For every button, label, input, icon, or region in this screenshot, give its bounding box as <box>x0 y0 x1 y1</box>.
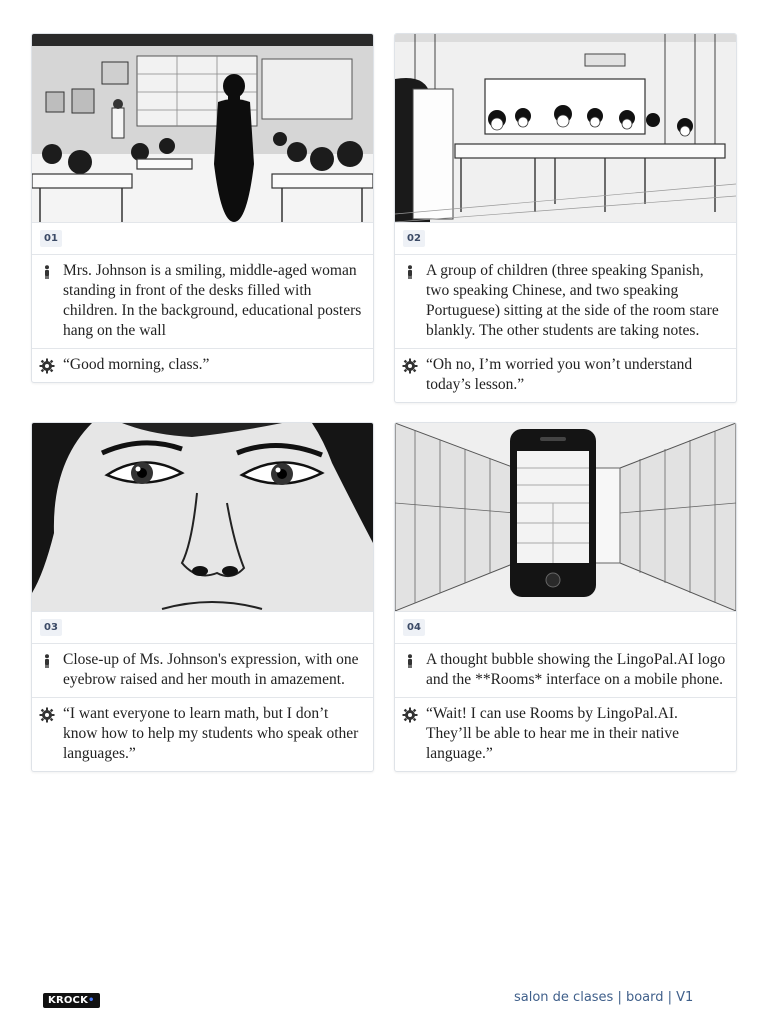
storyboard-panel-04 <box>394 422 737 772</box>
panel-image <box>395 34 736 223</box>
gear-icon <box>39 358 55 374</box>
panel-number-row <box>395 223 736 255</box>
panel-description <box>32 255 373 349</box>
person-icon <box>39 653 55 669</box>
phone-in-hallway-illustration <box>395 423 736 611</box>
panel-number-row <box>32 612 373 644</box>
person-icon <box>39 264 55 280</box>
krock-logo <box>43 993 100 1008</box>
board-meta: salon de clases | board | V1 <box>514 990 694 1005</box>
gear-icon <box>39 707 55 723</box>
description-text: Mrs. Johnson is a smiling, middle-aged woman standing in front of the desks filled with children. In the background, educational posters hang on the wall <box>63 262 362 339</box>
panel-number: 02 <box>403 230 425 247</box>
panel-description <box>32 644 373 698</box>
person-icon <box>402 653 418 669</box>
storyboard-panel-03 <box>31 422 374 772</box>
panel-number: 04 <box>403 619 425 636</box>
storyboard-panel-02 <box>394 33 737 403</box>
description-text: A group of children (three speaking Spanish, two speaking Chinese, and two speaking Portuguese) sitting at the side of the room stare blankly. The other students are taking notes. <box>426 262 719 339</box>
storyboard-panel-01 <box>31 33 374 383</box>
description-text: Close-up of Ms. Johnson's expression, with one eyebrow raised and her mouth in amazement. <box>63 651 359 688</box>
panel-description <box>395 644 736 698</box>
person-icon <box>402 264 418 280</box>
panel-image <box>395 423 736 612</box>
panel-number-row <box>32 223 373 255</box>
dialogue-text: “Good morning, class.” <box>63 356 210 373</box>
panel-dialogue <box>32 698 373 771</box>
logo-text: KROCK <box>48 995 89 1006</box>
description-text: A thought bubble showing the LingoPal.AI logo and the **Rooms* interface on a mobile phone. <box>426 651 726 688</box>
seated-children-illustration <box>395 34 736 222</box>
panel-dialogue <box>32 349 373 382</box>
dialogue-text: “I want everyone to learn math, but I don’t know how to help my students who speak other languages.” <box>63 705 359 762</box>
face-closeup-illustration <box>32 423 373 611</box>
logo-dot: • <box>88 995 95 1006</box>
panel-image <box>32 423 373 612</box>
panel-image <box>32 34 373 223</box>
dialogue-text: “Oh no, I’m worried you won’t understand today’s lesson.” <box>426 356 693 393</box>
classroom-teacher-illustration <box>32 34 373 222</box>
gear-icon <box>402 358 418 374</box>
panel-description <box>395 255 736 349</box>
panel-number: 01 <box>40 230 62 247</box>
dialogue-text: “Wait! I can use Rooms by LingoPal.AI. They’ll be able to hear me in their native language.” <box>426 705 680 762</box>
panel-number: 03 <box>40 619 62 636</box>
gear-icon <box>402 707 418 723</box>
panel-dialogue <box>395 349 736 402</box>
panel-number-row <box>395 612 736 644</box>
panel-dialogue <box>395 698 736 771</box>
